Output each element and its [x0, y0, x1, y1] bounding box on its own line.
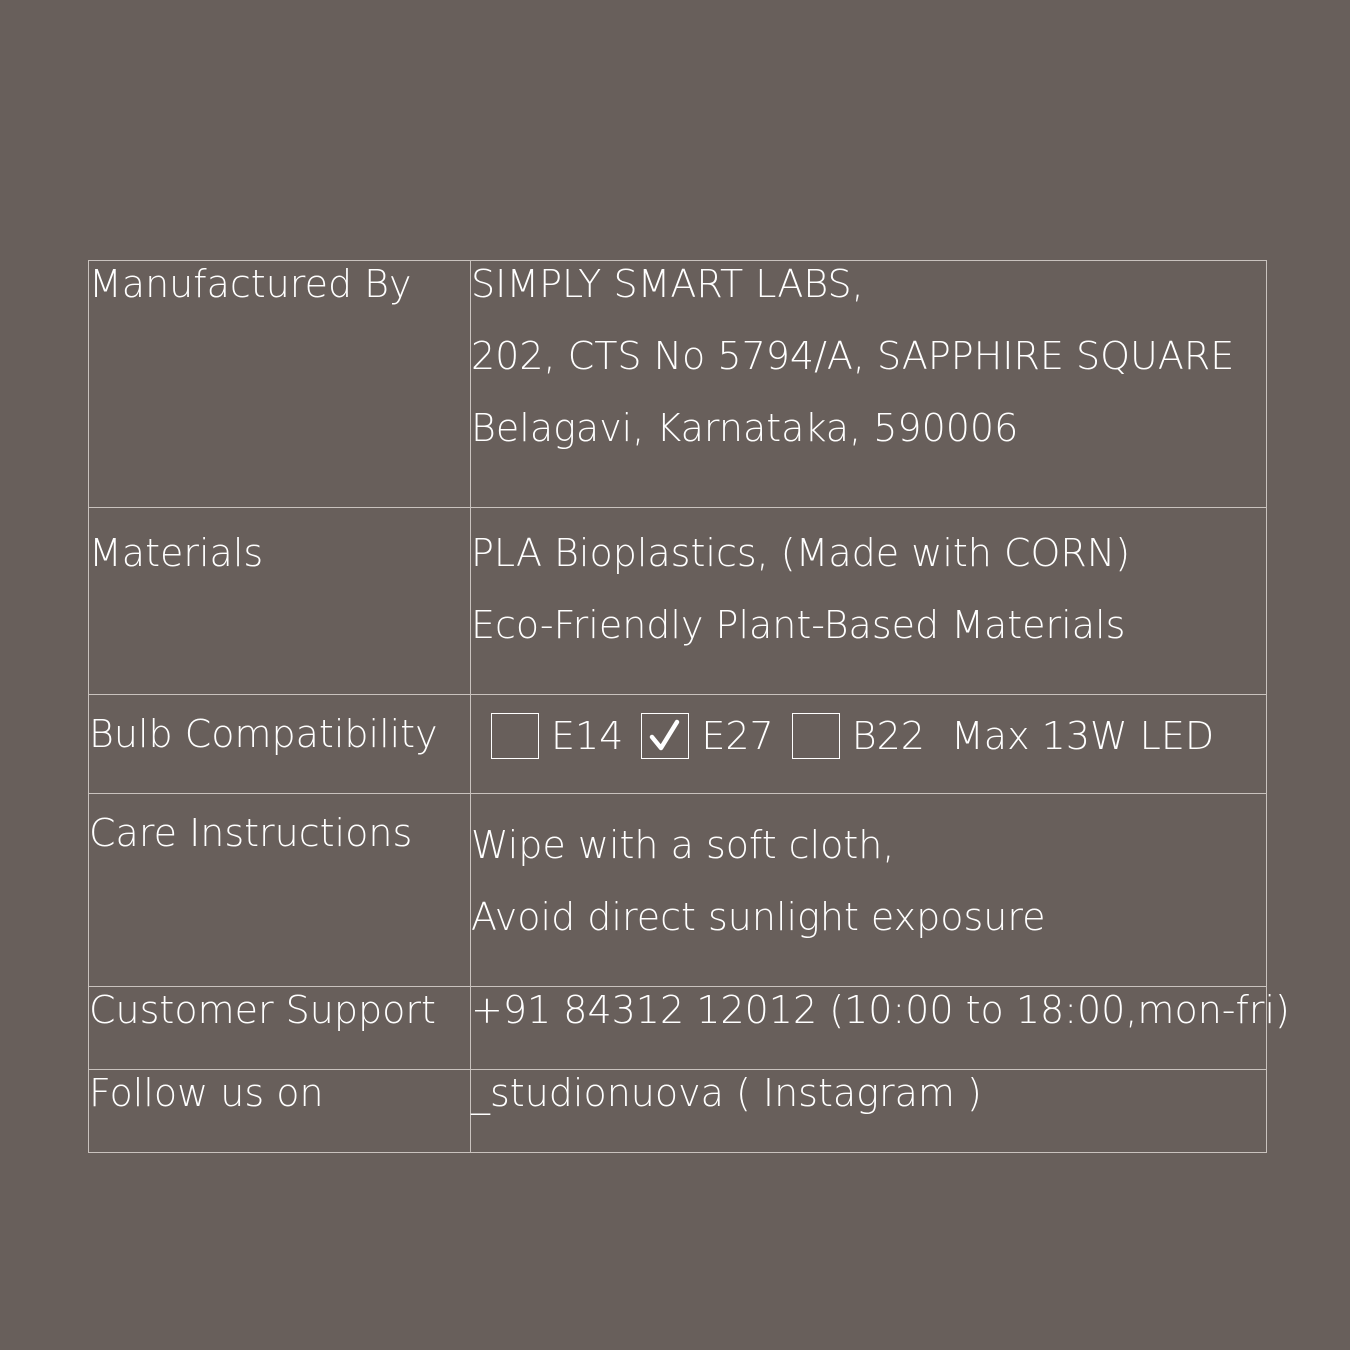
- manufacturer-city-line: Belagavi, Karnataka, 590006: [471, 406, 1019, 450]
- row-customer-support: [89, 987, 1267, 1070]
- label-bulb-compatibility: Bulb Compatibility: [89, 695, 471, 794]
- bulb-max-wattage: Max 13W LED: [951, 714, 1215, 758]
- label-care-instructions: Care Instructions: [89, 794, 471, 987]
- checkmark-icon: [648, 718, 682, 754]
- bulb-option-e14: [491, 713, 623, 759]
- label-customer-support: Customer Support: [89, 987, 471, 1070]
- care-line: Avoid direct sunlight exposure: [471, 895, 1046, 939]
- bulb-option-b22: [792, 713, 925, 759]
- materials-line: Eco-Friendly Plant-Based Materials: [471, 603, 1126, 647]
- value-bulb-compatibility: [471, 695, 1267, 794]
- row-care-instructions: [89, 794, 1267, 987]
- bulb-option-label: E27: [701, 714, 774, 758]
- row-bulb-compatibility: [89, 695, 1267, 794]
- row-manufactured-by: [89, 261, 1267, 508]
- product-spec-table: [88, 260, 1290, 1153]
- support-phone: +91 84312 12012 (10:00 to 18:00,mon-fri): [471, 988, 1290, 1032]
- manufacturer-address-line: 202, CTS No 5794/A, SAPPHIRE SQUARE: [471, 334, 1235, 378]
- materials-line: PLA Bioplastics, (Made with CORN): [471, 531, 1131, 575]
- label-materials: Materials: [89, 508, 471, 695]
- checkbox-b22: [792, 713, 840, 759]
- value-follow-us: [471, 1070, 1267, 1153]
- value-customer-support: [471, 987, 1290, 1070]
- care-line: Wipe with a soft cloth,: [471, 823, 895, 867]
- label-manufactured-by: Manufactured By: [89, 261, 471, 508]
- value-care-instructions: [471, 794, 1267, 987]
- checkbox-e14: [491, 713, 539, 759]
- value-materials: [471, 508, 1267, 695]
- row-materials: [89, 508, 1267, 695]
- bulb-options: [471, 695, 1266, 777]
- row-follow-us: [89, 1070, 1267, 1153]
- value-manufactured-by: [471, 261, 1267, 508]
- social-handle: _studionuova ( Instagram ): [471, 1071, 982, 1115]
- manufacturer-name: SIMPLY SMART LABS,: [471, 262, 864, 306]
- checkbox-e27: [641, 713, 689, 759]
- bulb-option-label: B22: [851, 714, 925, 758]
- bulb-option-e27: [641, 713, 773, 759]
- label-follow-us: Follow us on: [89, 1070, 471, 1153]
- bulb-option-label: E14: [551, 714, 624, 758]
